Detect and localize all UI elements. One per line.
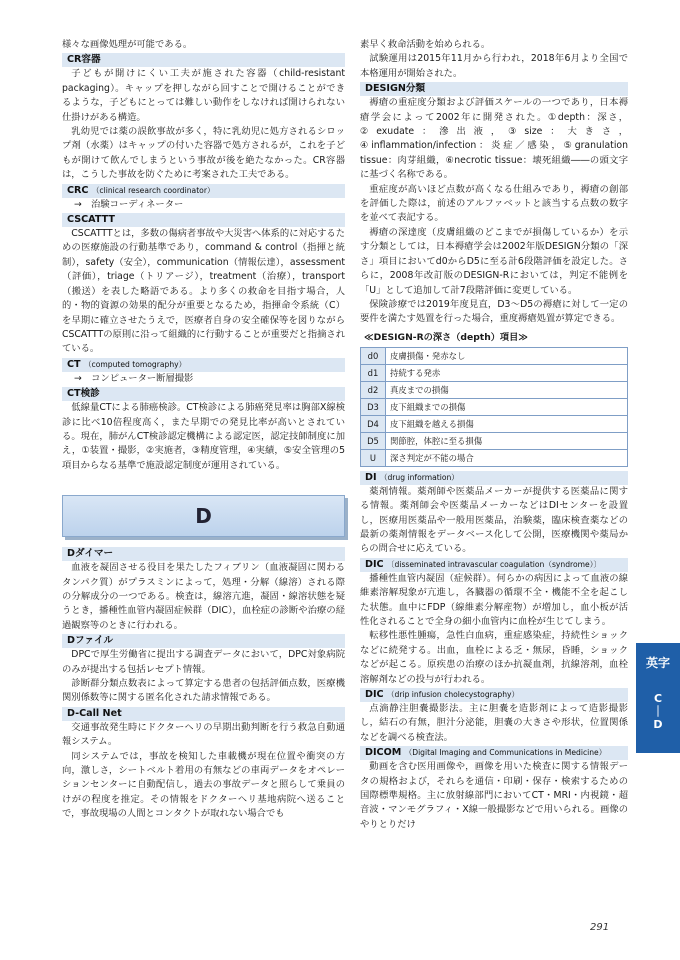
dic-para-1: 播種性血管内凝固（症候群）。何らかの病因によって血液の線維素溶解現象が亢進し，各臓器の循環不全・機能不全を起こした状態。血中にFDP（線維素分解産物）が増加し，血小板が活性化されることで全身の細小血管内に血栓が生じてしまう。: [360, 572, 628, 627]
entry-heading-d-dimer: Dダイマー: [62, 547, 345, 561]
entry-heading-d-file: Dファイル: [62, 634, 345, 648]
dic-cholecystography-para: 点滴静注胆嚢撮影法。主に胆嚢を造影剤によって造影撮影し，結石の有無，胆汁分泌能，胆嚢の大きさや形状，位置関係などを調べる検査法。: [360, 703, 628, 743]
entry-heading-dic: DIC 〔disseminated intravascular coagulation（syndrome）〕: [360, 558, 628, 572]
depth-code: D4: [361, 415, 386, 432]
section-letter-box: D: [62, 495, 345, 537]
ct-cross-reference: → コンピューター断層撮影: [74, 372, 194, 384]
entry-heading-design: DESIGN分類: [360, 82, 628, 96]
d-file-para-1: DPCで厚生労働省に提出する調査データにおいて，DPC対象病院のみが提出する包括レセプト情報。: [62, 649, 345, 675]
table-row: [361, 398, 628, 415]
d-file-para-2: 診断群分類点数表によって算定する患者の包括評価点数，医療機関別係数等に関する匿名化された請求情報である。: [62, 678, 345, 704]
side-tab-range-divider: ｜: [652, 705, 664, 718]
side-tab-range-end: D: [653, 718, 663, 731]
crc-cross-reference: → 治験コーディネーター: [74, 198, 184, 210]
depth-code: U: [361, 449, 386, 466]
entry-heading-dicom: DICOM （Digital Imaging and Communications in Medicine）: [360, 746, 628, 760]
depth-desc: 深さ判定が不能の場合: [386, 449, 628, 466]
entry-heading-cr-container: CR容器: [62, 53, 345, 67]
depth-code: d2: [361, 381, 386, 398]
depth-desc: 関節腔，体腔に至る損傷: [386, 432, 628, 449]
design-para-3: 褥瘡の深達度（皮膚組織のどこまでが損傷しているか）を示す分類としては，日本褥瘡学会は2002年版DESIGN分類の「深さ」項目においてd0からD5に至る計6段階評価を設定した。さらに，2008年改訂版のDESIGN-Rにおいては，判定不能例を「U」として追加して計7段階評価に変更している。: [360, 226, 628, 296]
depth-code: D3: [361, 398, 386, 415]
d-call-net-para-1: 交通事故発生時にドクターヘリの早期出動判断を行う救急自動通報システム。: [62, 721, 345, 748]
side-tab-range-start: C: [653, 692, 663, 705]
continuation-line-2: 試験運用は2015年11月から行われ，2018年6月より全国で本格運用が開始された。: [360, 53, 628, 79]
depth-desc: 真皮までの損傷: [386, 381, 628, 398]
entry-heading-dic-cholecystography: DIC （drip infusion cholecystography）: [360, 688, 628, 702]
entry-heading-cscattt: CSCATTT: [62, 213, 345, 227]
continuation-line-1: 素早く救命活動を始められる。: [360, 39, 491, 50]
depth-code: D5: [361, 432, 386, 449]
entry-heading-di: DI （drug information）: [360, 471, 628, 485]
depth-desc: 持続する発赤: [386, 364, 628, 381]
table-row: [361, 432, 628, 449]
depth-code: d0: [361, 347, 386, 364]
d-call-net-para-2: 同システムでは，事故を検知した車載機が現在位置や衝突の方向，激しさ，シートベルト着用の有無などの車両データをオペレーションセンターに自動配信し，過去の事故データと照らして乗員のけがの程度を推定。その情報をドクターヘリ基地病院へ送ることで，事故現場の人間とコンタクトが取れない場合でも: [62, 750, 345, 820]
intro-line: 様々な画像処理が可能である。: [62, 39, 193, 50]
side-tab-label: 英字: [645, 656, 670, 670]
entry-heading-d-call-net: D-Call Net: [62, 707, 345, 721]
table-row: [361, 381, 628, 398]
di-para: 薬剤情報。薬剤師や医薬品メーカーが提供する医薬品に関する情報。薬剤師会や医薬品メーカーなどはDIセンターを設置し，医療用医薬品や一般用医薬品，治験薬，臨床検査薬などの最新の薬剤情報をデータベース化して公開，医療機関や薬局からの問合せに応えている。: [360, 485, 628, 555]
entry-heading-ct: CT （computed tomography）: [62, 358, 345, 372]
design-para-1: 褥瘡の重症度分類および評価スケールの一つであり，日本褥瘡学会によって2002年に開発された。①depth：深さ，②exudate：滲出液，③size：大きさ，④inflammation/infection：炎症／感染，⑤granulation tissue：肉芽組織，⑥necrotic tissue：壊死組織――の頭文字に基づく名称である。: [360, 97, 628, 181]
cr-container-para-1: 子どもが開けにくい工夫が施された容器（child-resistant packaging）。キャップを押しながら回すことで開けることができるような，子どもにとっては難しい動作をしなければ開けられない仕掛けがある構造。: [62, 68, 345, 123]
depth-table: [360, 347, 628, 467]
right-column: [360, 38, 628, 832]
side-tab-range: [636, 692, 680, 731]
table-row: [361, 415, 628, 432]
entry-heading-ct-screening: CT検診: [62, 387, 345, 401]
d-dimer-para: 血液を凝固させる役目を果たしたフィブリン（血液凝固に関わるタンパク質）がプラスミンによって，処理・分解（線溶）される際の分解成分の一つである。検査は，線溶亢進，凝固・線溶状態を疑うとき，播種性血管内凝固症候群（DIC），血栓症の診断や治療の経過観察等のときに行われる。: [62, 562, 345, 631]
depth-desc: 皮膚損傷・発赤なし: [386, 347, 628, 364]
table-row: [361, 364, 628, 381]
depth-table-title: ≪DESIGN-Rの深さ（depth）項目≫: [364, 331, 528, 343]
page-number: 291: [590, 922, 610, 933]
table-row: [361, 347, 628, 364]
cscattt-para: CSCATTTとは，多数の傷病者事故や大災害へ体系的に対応するための医療施設の行動基準であり，command & control（指揮と統制），safety（安全），communication（情報伝達），assessment（評価），triage（トリアージ），treatment（治療），transport（搬送）を表した略語である。より多くの救命を目指す場合，人的・物的資源の効果的配分が重要となるため，指揮命令系統（C）を早期に確立させたうえで，医療者自身の安全確保等を図りながらCSCATTTの原則に沿って組織的に行動することが重要だと指摘されている。: [62, 228, 345, 355]
left-column: [62, 38, 345, 822]
ct-screening-para: 低線量CTによる肺癌検診。CT検診による肺癌発見率は胸部X線検診に比べ10倍程度高く，また早期での発見比率が高いとされている。現在，肺がんCT検診認定機構による認定医，認定技師制度に加え，①装置・撮影，②実施者，③精度管理，④実績，⑤安全管理の5項目からなる基準で施設認定制度が運用されている。: [62, 402, 345, 471]
dic-para-2: 転移性悪性腫瘍，急性白血病，重症感染症，持続性ショックなどに続発する。出血，血栓による乏・無尿，昏睡，ショックなどが起こる。原疾患の治療のほか抗凝血剤，抗線溶剤，血栓溶解剤などの投与が行われる。: [360, 630, 628, 685]
entry-heading-crc: CRC （clinical research coordinator）: [62, 184, 345, 198]
design-para-4: 保険診療では2019年度見直，D3〜D5の褥瘡に対して一定の要件を満たす処置を行った場合，重度褥瘡処置が算定できる。: [360, 298, 628, 325]
depth-code: d1: [361, 364, 386, 381]
depth-desc: 皮下組織を越える損傷: [386, 415, 628, 432]
depth-desc: 皮下組織までの損傷: [386, 398, 628, 415]
design-para-2: 重症度が高いほど点数が高くなる仕組みであり，褥瘡の創部を評価した際は，前述のアルファベットと該当する点数の数字を並べて表記する。: [360, 183, 628, 224]
cr-container-para-2: 乳幼児では薬の誤飲事故が多く，特に乳幼児に処方されるシロップ剤（水薬）はキャップの付いた容器で処方されるが，これを子どもが開けて飲んでしまうという事故が後を絶たなかった。CR容器は，こうした事故を防ぐために考案された工夫である。: [62, 126, 345, 181]
table-row: [361, 449, 628, 466]
dicom-para: 動画を含む医用画像や，画像を用いた検査に関する情報データの規格および，それらを通信・印刷・保存・検索するための国際標準規格。主に放射線部門においてCT・MRI・内視鏡・超音波・マンモグラフィ・X線一般撮影などで用いられる。画像のやりとりだけ: [360, 761, 628, 830]
